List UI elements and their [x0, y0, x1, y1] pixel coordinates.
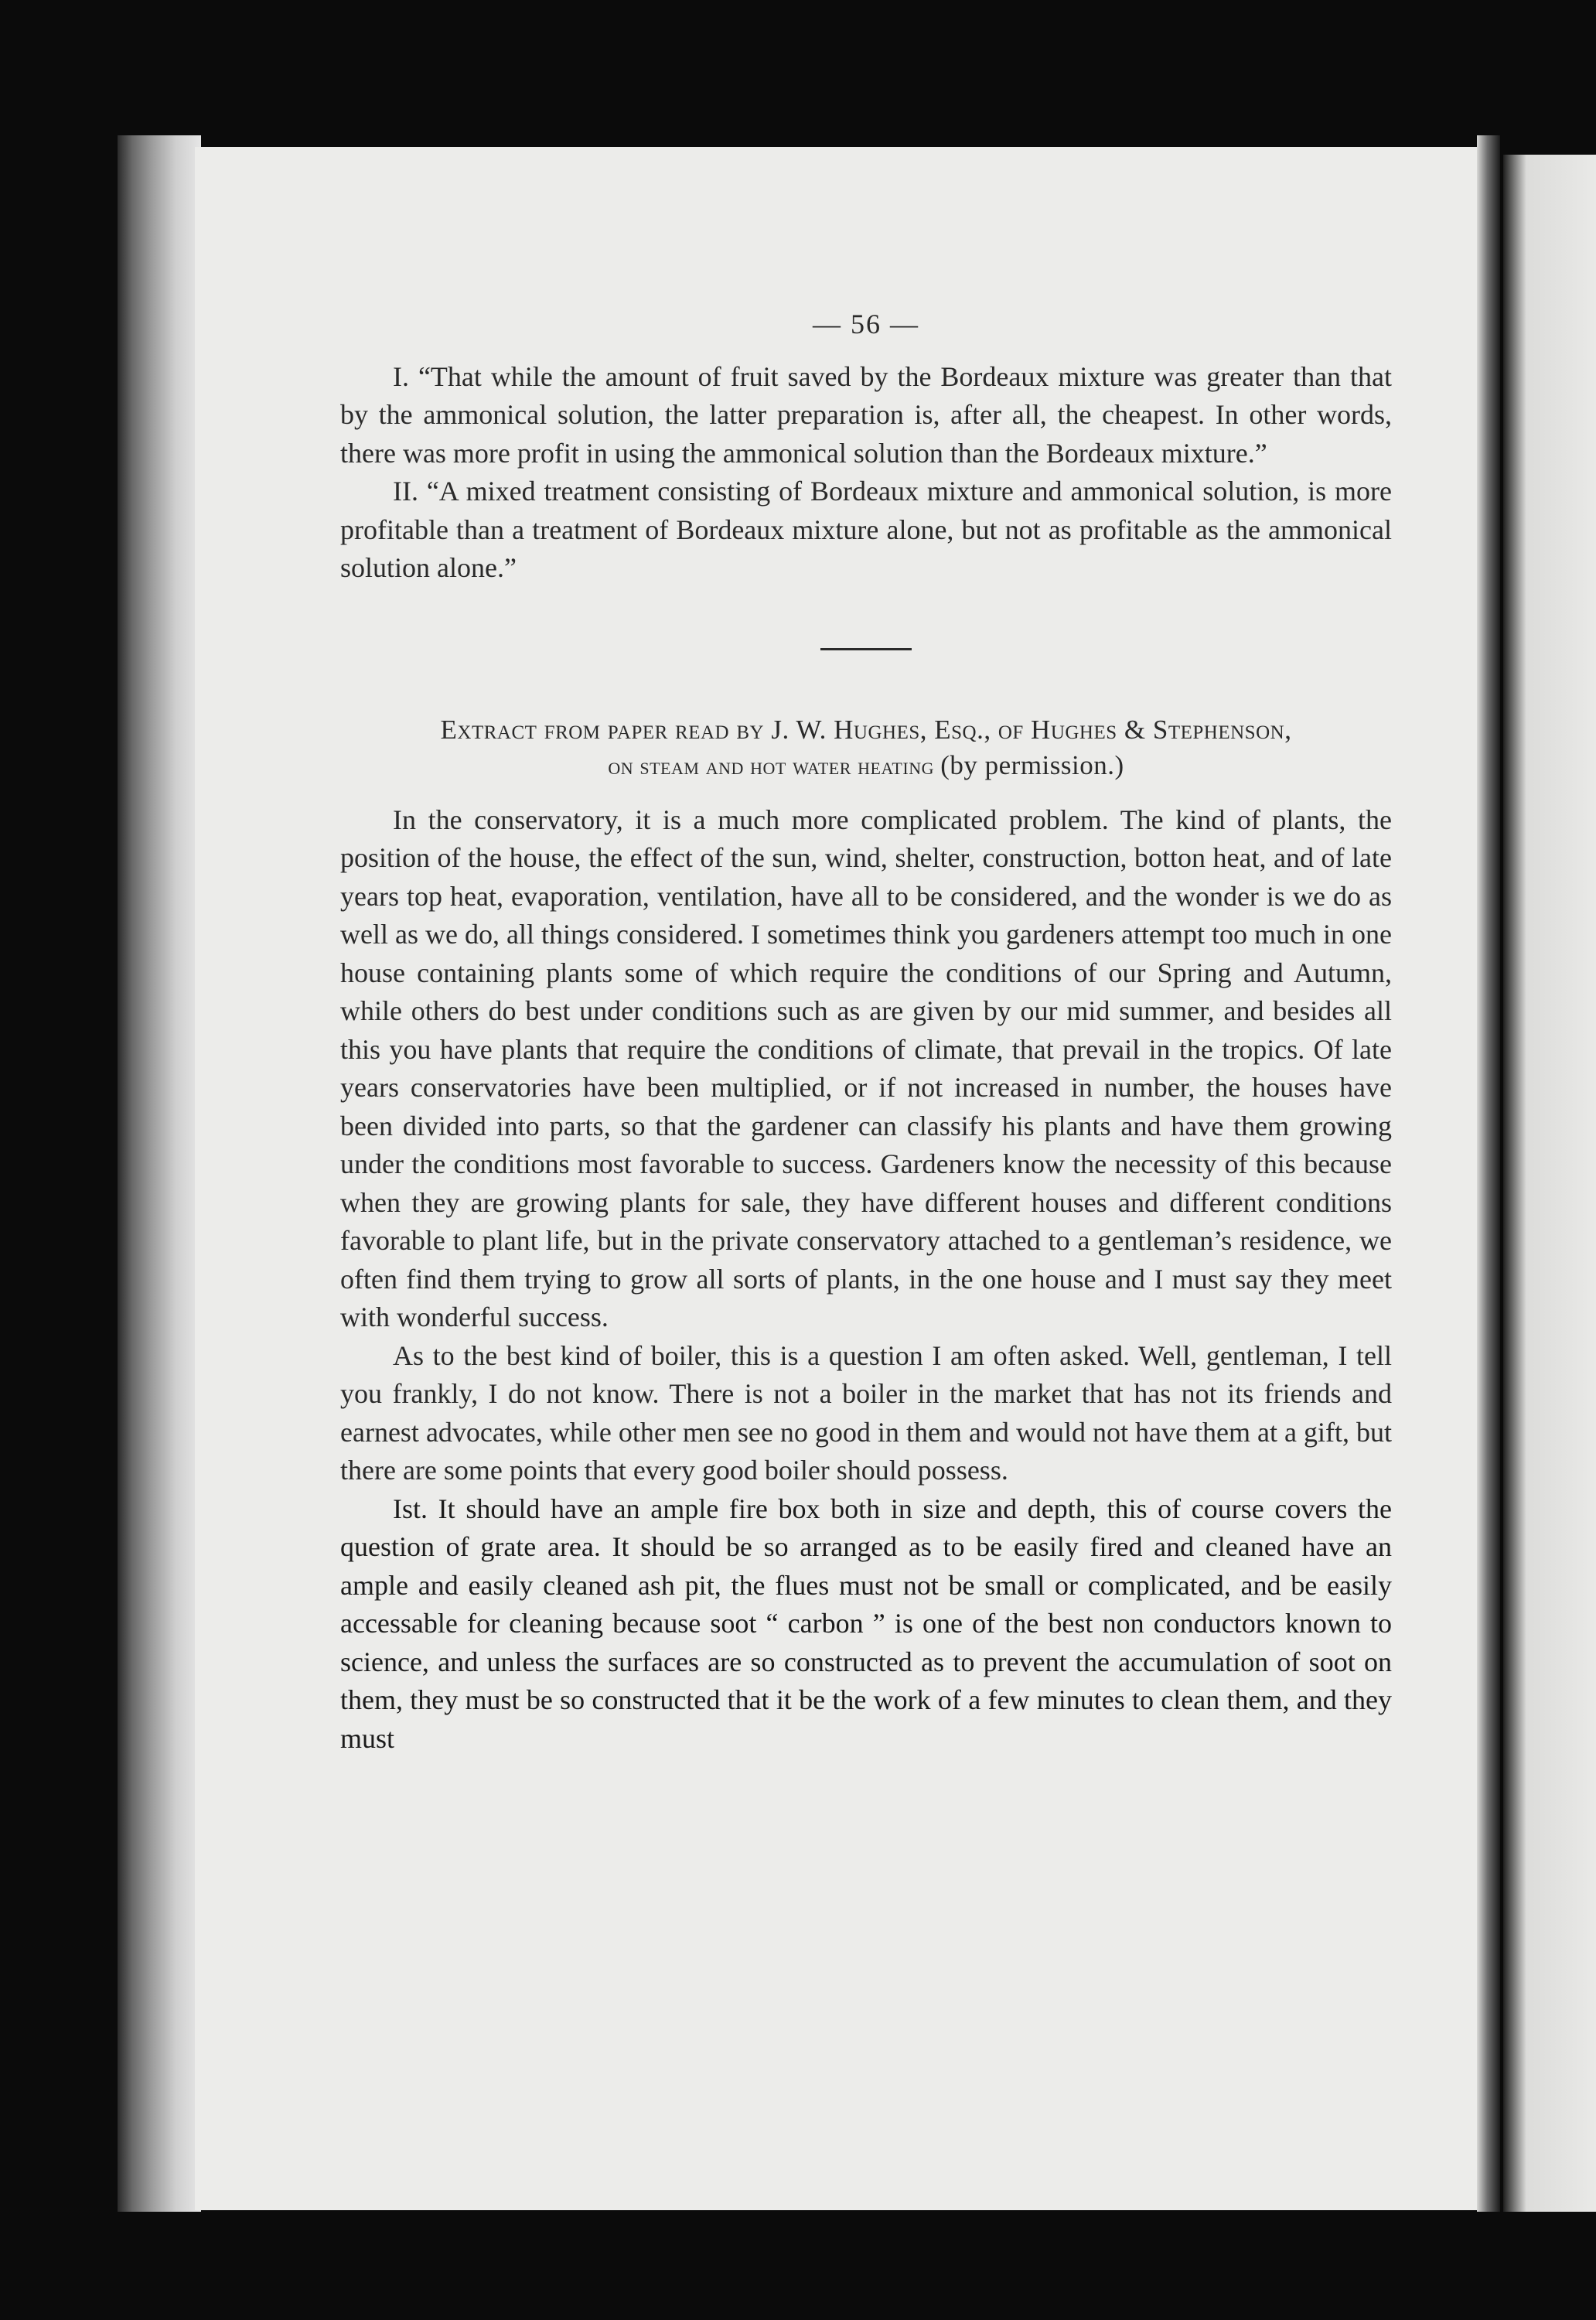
- body-paragraph-3: Ist. It should have an ample fire box both in size and depth, this of course covers the question of grate area. It should be so arranged as to be easily fired and cleaned have an ample and easily cleaned ash pit, the flues must not be small or complicated, and be easily accessable for cleaning because soot “ carbon ” is one of the best non conductors known to science, and unless the surfaces are so constructed as to prevent the accumulation of soot on them, they must be so constructed that it be the work of a few minutes to clean them, and they must: [340, 1493, 1392, 1754]
- section-heading: [340, 712, 1392, 784]
- body-paragraph-2: As to the best kind of boiler, this is a question I am often asked. Well, gentleman, I tell you frankly, I do not know. There is not a boiler in the market that has not its friends and earnest advocates, while other men see no good in them and would not have them at a gift, but there are some points that every good boiler should possess.: [340, 1339, 1392, 1486]
- body-paragraph-1: In the conservatory, it is a much more complicated problem. The kind of plants, the position of the house, the effect of the sun, wind, shelter, construction, botton heat, and of late years top heat, evaporation, ventilation, have all to be considered, and the wonder is we do as well as we do, all things considered. I sometimes think you gardeners attempt too much in one house containing plants some of which require the conditions of our Spring and Autumn, while others do best under conditions such as are given by our mid summer, and besides all this you have plants that require the conditions of climate, that prevail in the tropics. Of late years conservatories have been multiplied, or if not increased in number, the houses have been divided into parts, so that the gardener can classify his plants and have them growing under the conditions most favorable to success. Gardeners know the necessity of this because when they are growing plants for sale, they have different houses and different conditions favorable to plant life, but in the private conservatory attached to a gentleman’s residence, we often find them trying to grow all sorts of plants, in the one house and I must say they meet with wonderful success.: [340, 803, 1392, 1332]
- book-page-edge: [118, 135, 201, 2212]
- quote-paragraph-2: II. “A mixed treatment consisting of Bordeaux mixture and ammonical solution, is more profitable than a treatment of Bordeaux mixture alone, but not as profitable as the ammonical solution alone.”: [340, 476, 1392, 583]
- quote-paragraph-1: I. “That while the amount of fruit saved by the Bordeaux mixture was greater than that by the ammonical solution, the latter preparation is, after all, the cheapest. In other words, there was more profit in using the ammonical solution than the Bordeaux mixture.”: [340, 360, 1392, 469]
- heading-line-2-text: on steam and hot water heating: [608, 752, 934, 780]
- book-gutter: [1477, 135, 1500, 2212]
- heading-permission: (by permission.): [940, 749, 1124, 780]
- section-divider: [820, 648, 912, 650]
- page-content: [340, 305, 1392, 1758]
- heading-line-1: Extract from paper read by J. W. Hughes, Esq., of Hughes & Stephenson,: [440, 714, 1292, 745]
- heading-line-2: [340, 748, 1392, 784]
- page-number: — 56 —: [813, 309, 919, 339]
- adjacent-page: [1503, 155, 1596, 2212]
